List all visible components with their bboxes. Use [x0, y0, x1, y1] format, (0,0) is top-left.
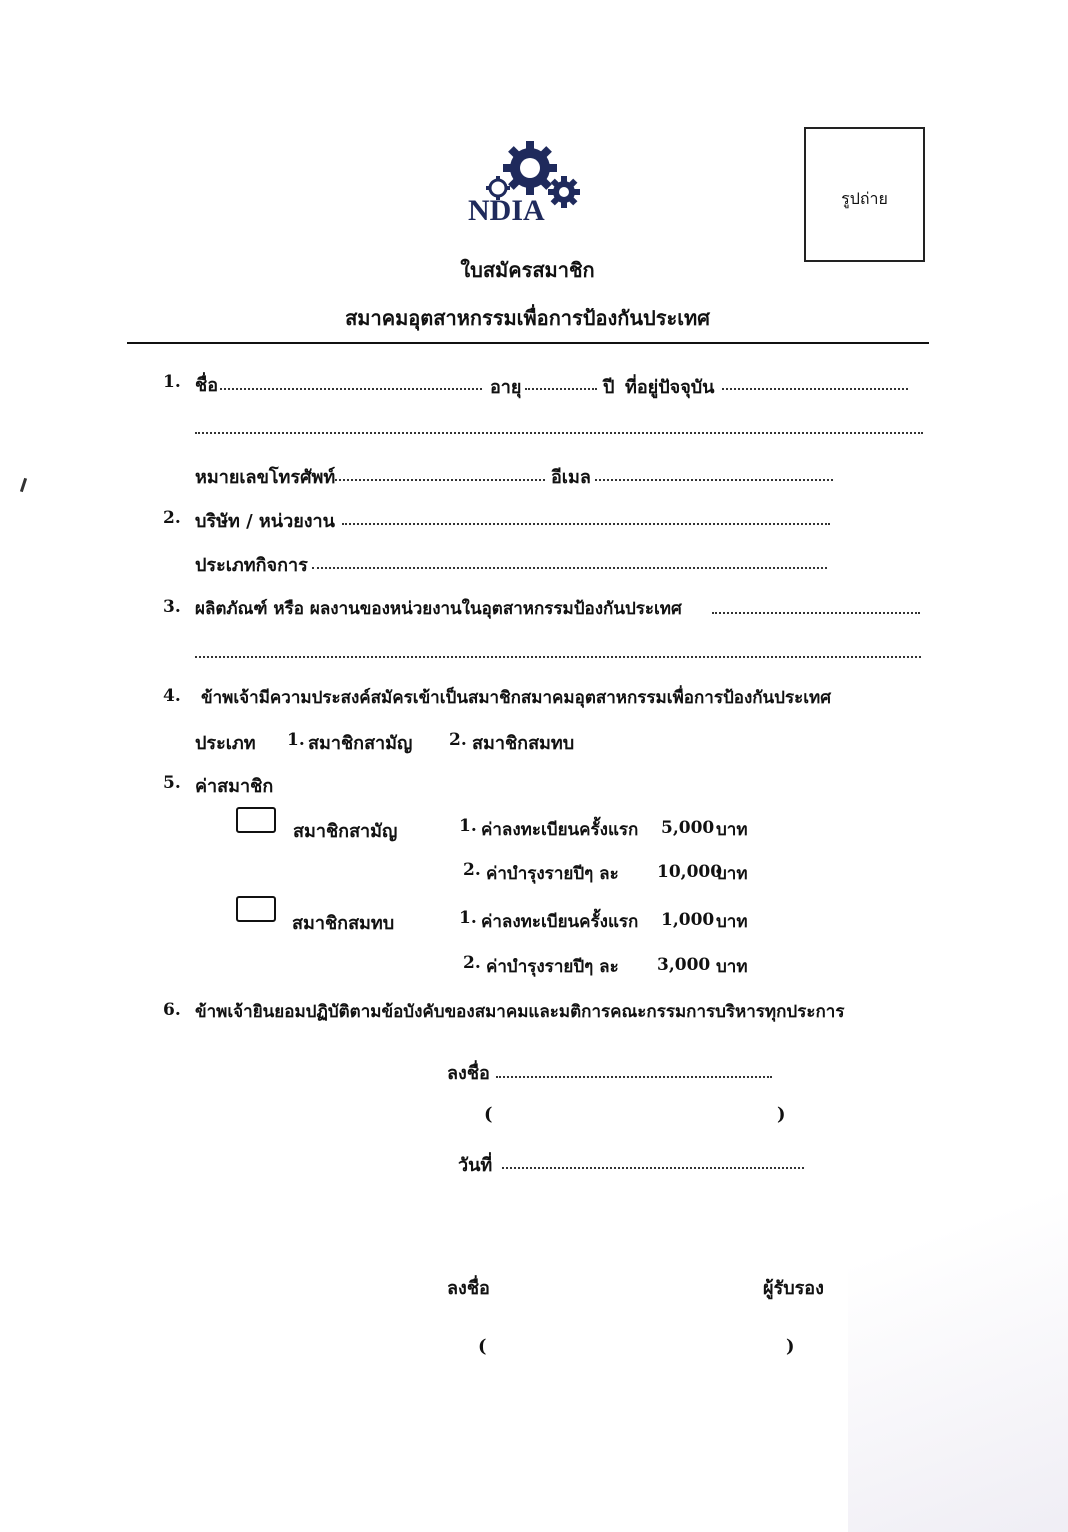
section-2-number: 2. [163, 508, 181, 528]
section-6-number: 6. [163, 1000, 181, 1020]
address-label: ที่อยู่ปัจจุบัน [625, 377, 715, 398]
photo-box-label: รูปถ่าย [841, 189, 888, 208]
date-label: วันที่ [458, 1155, 493, 1176]
associate-member-label: สมาชิกสมทบ [292, 913, 395, 934]
ordinary-registration-fee-label: ค่าลงทะเบียนครั้งแรก [481, 820, 639, 840]
company-label: บริษัท / หน่วยงาน [195, 511, 335, 532]
membership-type-label: ประเภท [195, 733, 256, 754]
ordinary-member-label: สมาชิกสามัญ [293, 821, 398, 842]
age-field[interactable] [525, 388, 597, 390]
business-type-field[interactable] [312, 567, 827, 569]
ordinary-annual-fee-label: ค่าบำรุงรายปีๆ ละ [486, 864, 619, 884]
year-label: ปี [603, 377, 615, 398]
associate-member-checkbox[interactable] [236, 896, 276, 922]
applicant-signature-field[interactable] [496, 1076, 772, 1078]
section-4-number: 4. [163, 686, 181, 706]
endorser-sign-label: ลงชื่อ [447, 1278, 490, 1299]
ordinary-annual-fee-amount: 10,000 [657, 862, 723, 882]
email-field[interactable] [595, 479, 833, 481]
name-label: ชื่อ [195, 375, 219, 396]
associate-registration-fee-label: ค่าลงทะเบียนครั้งแรก [481, 912, 639, 932]
form-subtitle: สมาคมอุตสาหกรรมเพื่อการป้องกันประเทศ [345, 306, 710, 330]
age-label: อายุ [490, 377, 522, 398]
ndia-logo [458, 138, 588, 228]
endorser-role-label: ผู้รับรอง [763, 1278, 824, 1299]
section-5-number: 5. [163, 773, 181, 793]
ordinary-annual-fee-unit: บาท [716, 864, 748, 884]
company-field[interactable] [342, 523, 830, 525]
phone-field[interactable] [335, 479, 545, 481]
form-title: ใบสมัครสมาชิก [460, 258, 595, 282]
section-1-number: 1. [163, 372, 181, 392]
address-field[interactable] [722, 388, 908, 390]
endorser-name-close-paren: ) [786, 1336, 795, 1357]
business-type-label: ประเภทกิจการ [195, 555, 308, 576]
photo-box[interactable] [804, 127, 925, 262]
applicant-name-open-paren: ( [484, 1104, 493, 1125]
endorser-name-open-paren: ( [478, 1336, 487, 1357]
associate-fee-1-number: 1. [459, 908, 477, 928]
type-ordinary-member: สมาชิกสามัญ [308, 733, 413, 754]
ordinary-fee-1-number: 1. [459, 816, 477, 836]
associate-fee-2-number: 2. [463, 953, 481, 973]
consent-statement: ข้าพเจ้ายินยอมปฏิบัติตามข้อบังคับของสมาคมและมติการคณะกรรมการบริหารทุกประการ [195, 1002, 845, 1022]
address-field-line-2[interactable] [195, 432, 923, 434]
ordinary-registration-fee-unit: บาท [716, 820, 748, 840]
associate-annual-fee-label: ค่าบำรุงรายปีๆ ละ [486, 957, 619, 977]
product-field[interactable] [712, 612, 920, 614]
section-3-number: 3. [163, 597, 181, 617]
ordinary-registration-fee-amount: 5,000 [661, 818, 715, 838]
type-associate-member: สมาชิกสมทบ [472, 733, 575, 754]
associate-annual-fee-unit: บาท [716, 957, 748, 977]
name-field[interactable] [220, 388, 482, 390]
product-label: ผลิตภัณฑ์ หรือ ผลงานของหน่วยงานในอุตสาหกรรมป้องกันประเทศ [195, 599, 682, 619]
membership-statement: ข้าพเจ้ามีความประสงค์สมัครเข้าเป็นสมาชิกสมาคมอุตสาหกรรมเพื่อการป้องกันประเทศ [201, 688, 832, 708]
product-field-line-2[interactable] [195, 656, 921, 658]
type-1-number: 1. [287, 730, 305, 750]
applicant-sign-label: ลงชื่อ [447, 1063, 490, 1084]
associate-registration-fee-unit: บาท [716, 912, 748, 932]
date-field[interactable] [502, 1167, 804, 1169]
associate-annual-fee-amount: 3,000 [657, 955, 711, 975]
type-2-number: 2. [449, 730, 467, 750]
logo-text: NDIA [468, 194, 545, 227]
associate-registration-fee-amount: 1,000 [661, 910, 715, 930]
scan-shadow [848, 1032, 1068, 1532]
applicant-name-close-paren: ) [777, 1104, 786, 1125]
ordinary-member-checkbox[interactable] [236, 807, 276, 833]
title-divider [127, 342, 929, 344]
scan-mark [20, 478, 27, 492]
email-label: อีเมล [551, 467, 591, 488]
phone-label: หมายเลขโทรศัพท์ [195, 467, 336, 488]
ordinary-fee-2-number: 2. [463, 860, 481, 880]
membership-fee-label: ค่าสมาชิก [195, 776, 274, 797]
